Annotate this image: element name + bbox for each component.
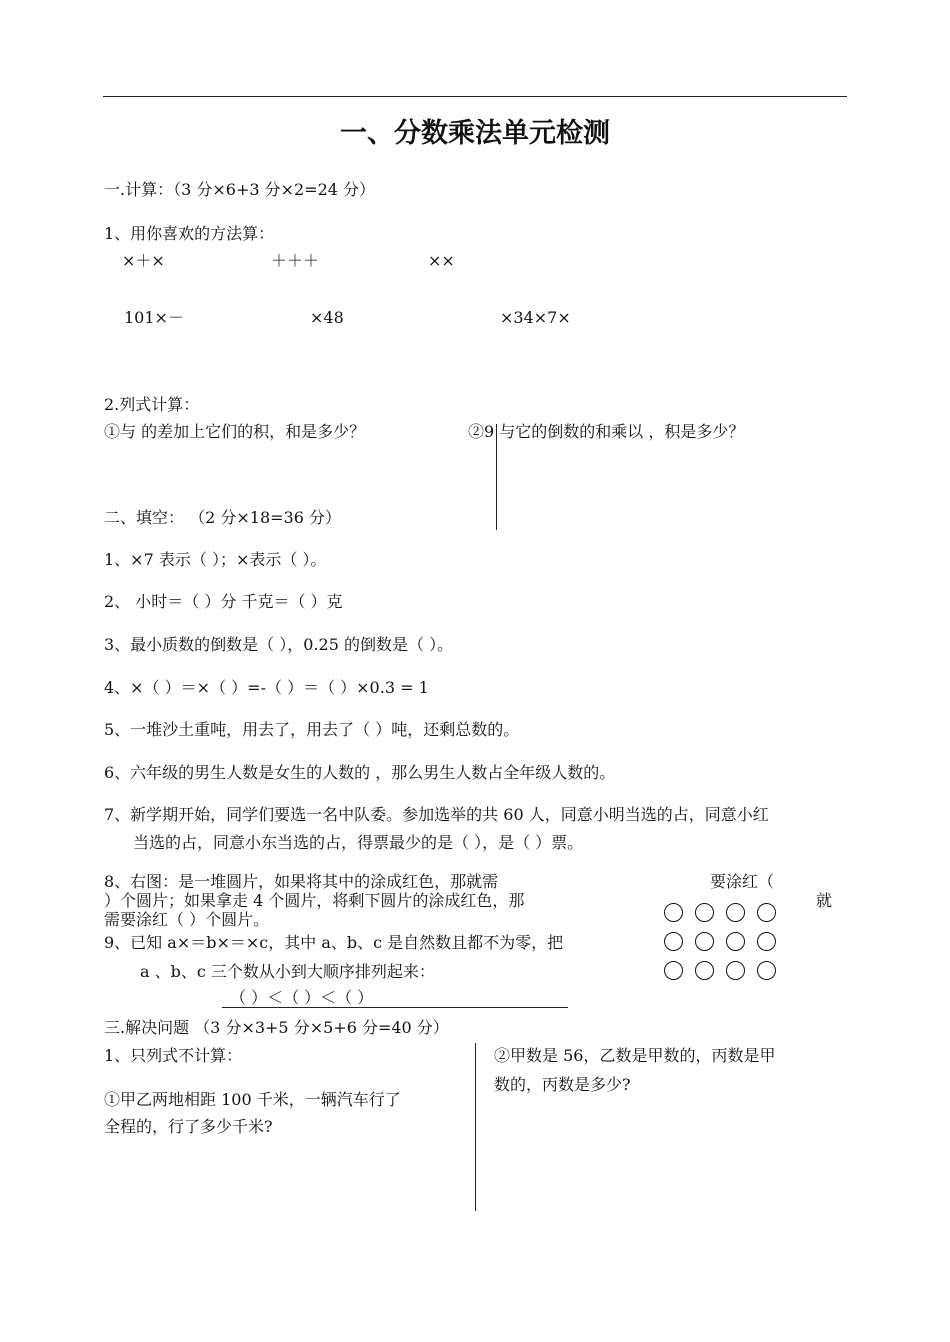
calc-expr-3: ××	[428, 251, 455, 270]
fill-item-4: 4、×（ ）＝×（ ）=-（ ）＝（ ）×0.3 = 1	[104, 678, 429, 697]
calc-expr-4: 101×－	[124, 308, 184, 327]
circle-piece	[664, 903, 683, 922]
q1-label: 1、用你喜欢的方法算：	[104, 224, 275, 243]
circle-piece	[664, 961, 683, 980]
page-title: 一、分数乘法单元检测	[340, 118, 610, 149]
q2-part-a: ①与 的差加上它们的积，和是多少？	[104, 422, 366, 441]
q8-line-1-right: 要涂红（	[710, 872, 775, 891]
fill-item-6: 6、六年级的男生人数是女生的人数的 ，那么男生人数占全年级人数的。	[104, 763, 616, 782]
q8-line-1: 8、右图：是一堆圆片，如果将其中的涂成红色，那就需	[104, 872, 499, 891]
circle-piece	[757, 903, 776, 922]
s3-part-b-line-1: ②甲数是 56，乙数是甲数的，丙数是甲	[494, 1046, 776, 1065]
q8-line-2: ）个圆片；如果拿走 4 个圆片，将剩下圆片的涂成红色，那	[104, 891, 525, 910]
circle-piece	[664, 932, 683, 951]
fill-item-3: 3、最小质数的倒数是（ ），0.25 的倒数是（ ）。	[104, 635, 454, 654]
q2-part-b: ②9 与它的倒数的和乘以 ，积是多少？	[468, 422, 745, 441]
circle-piece	[726, 932, 745, 951]
top-rule	[103, 96, 847, 97]
fill-item-2: 2、 小时＝（ ）分 千克＝（ ）克	[104, 592, 343, 611]
q8-line-2-right: 就	[816, 891, 833, 910]
circle-piece	[726, 961, 745, 980]
calc-expr-2: ＋＋＋	[271, 251, 320, 270]
section2-header: 二、填空： （2 分×18=36 分）	[104, 508, 341, 527]
section1-header: 一.计算：（3 分×6+3 分×2=24 分）	[104, 180, 376, 199]
section3-header: 三.解决问题 （3 分×3+5 分×5+6 分=40 分）	[104, 1018, 449, 1037]
q9-answer: （ ）＜（ ）＜（ ）	[230, 988, 374, 1007]
q7-line-2: 当选的占，同意小东当选的占，得票最少的是（ ），是（ ）票。	[133, 833, 584, 852]
s3-part-b-line-2: 数的，丙数是多少?	[494, 1075, 631, 1094]
q7-line-1: 7、新学期开始，同学们要选一名中队委。参加选举的共 60 人，同意小明当选的占，同意小红	[104, 805, 769, 824]
circle-piece	[757, 961, 776, 980]
circle-piece	[757, 932, 776, 951]
q9-line-2: a 、b、c 三个数从小到大顺序排列起来：	[140, 962, 435, 981]
circle-piece	[695, 961, 714, 980]
s3-q1-label: 1、只列式不计算：	[104, 1046, 243, 1065]
q9-answer-underline	[222, 1007, 568, 1008]
calc-expr-6: ×34×7×	[500, 308, 571, 327]
q8-line-3: 需要涂红（ ）个圆片。	[104, 910, 270, 929]
s3-part-a-line-2: 全程的，行了多少千米?	[104, 1117, 273, 1136]
circle-piece	[726, 903, 745, 922]
q2-label: 2.列式计算：	[104, 395, 200, 414]
circle-piece	[695, 903, 714, 922]
calc-expr-5: ×48	[310, 308, 344, 327]
circle-piece	[695, 932, 714, 951]
divider-line	[496, 424, 497, 530]
fill-item-1: 1、×7 表示（ ）；×表示（ ）。	[104, 550, 327, 569]
section3-divider	[475, 1043, 476, 1211]
calc-expr-1: ×＋×	[122, 251, 165, 270]
fill-item-5: 5、一堆沙土重吨，用去了，用去了（ ）吨，还剩总数的。	[104, 720, 520, 739]
s3-part-a-line-1: ①甲乙两地相距 100 千米，一辆汽车行了	[104, 1090, 401, 1109]
q9-line-1: 9、已知 a×＝b×＝×c，其中 a、b、c 是自然数且都不为零，把	[104, 933, 564, 952]
